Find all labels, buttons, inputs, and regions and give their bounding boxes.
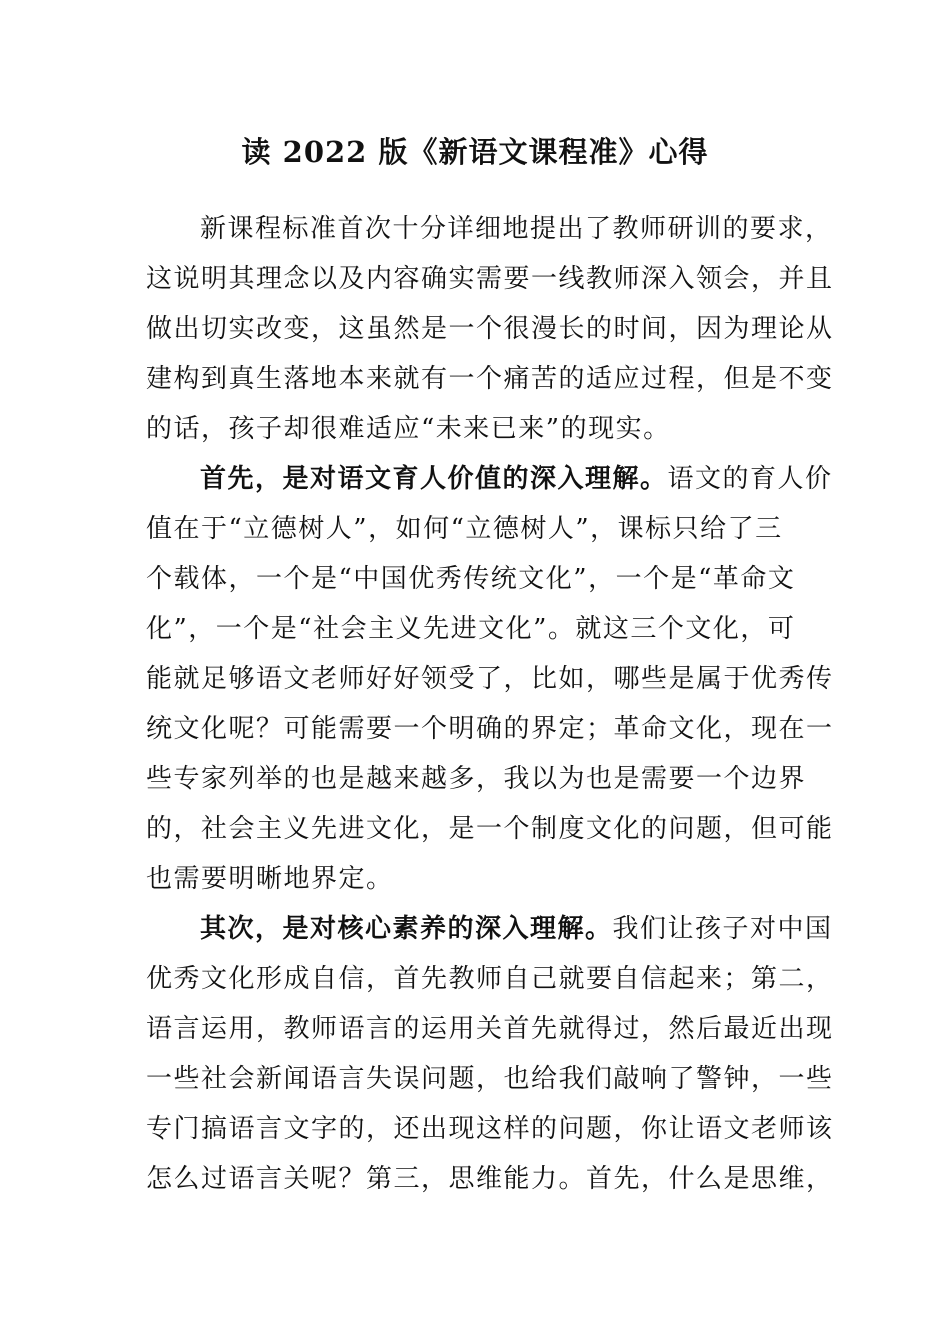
text-line (146, 854, 786, 904)
lead-phrase: 首先，是对语文育人价值的深入理解。 (200, 464, 668, 494)
text-line (146, 754, 807, 804)
paragraph-3 (146, 904, 834, 1204)
line-text: 的话，孩子却很难适应“未来已来”的现实。 (146, 414, 671, 444)
line-text: 做出切实改变，这虽然是一个很漫长的时间，因为理论从 (146, 314, 834, 344)
line-text: 语文的育人价 (667, 464, 833, 494)
line-text: 个载体，一个是“中国优秀传统文化”，一个是“革命文 (146, 564, 796, 594)
line-text: 的，社会主义先进文化，是一个制度文化的问题，但可能 (146, 814, 834, 844)
line-text: 怎么过语言关呢？第三，思维能力。首先，什么是思维， (146, 1164, 834, 1194)
line-text: 值在于“立德树人”，如何“立德树人”，课标只给了三 (146, 514, 783, 544)
text-line (146, 504, 786, 554)
text-line (146, 954, 834, 1004)
text-line (146, 654, 834, 704)
text-line (146, 254, 834, 304)
text-line (146, 1104, 834, 1154)
text-line (146, 804, 834, 854)
text-line (146, 1004, 834, 1054)
text-line (146, 304, 834, 354)
line-text: 些专家列举的也是越来越多，我以为也是需要一个边界 (146, 764, 807, 794)
line-text: 我们让孩子对中国 (612, 914, 833, 944)
paragraph-2 (146, 454, 834, 904)
text-line (146, 454, 833, 504)
text-line (146, 404, 786, 454)
document-body (146, 204, 834, 1204)
line-text: 一些社会新闻语言失误问题，也给我们敲响了警钟，一些 (146, 1064, 834, 1094)
document-title: 读 2022 版《新语文课程准》心得 (241, 135, 709, 169)
line-text: 语言运用，教师语言的运用关首先就得过，然后最近出现 (146, 1014, 834, 1044)
text-line (146, 904, 833, 954)
text-line (146, 204, 833, 254)
line-text: 专门搞语言文字的，还出现这样的问题，你让语文老师该 (146, 1114, 834, 1144)
line-text: 优秀文化形成自信，首先教师自己就要自信起来；第二， (146, 964, 834, 994)
text-line (146, 554, 796, 604)
line-text: 化”，一个是“社会主义先进文化”。就这三个文化，可 (146, 614, 796, 644)
text-line (146, 1054, 834, 1104)
line-text: 也需要明晰地界定。 (146, 864, 394, 894)
text-line (146, 704, 834, 754)
line-text: 这说明其理念以及内容确实需要一线教师深入领会，并且 (146, 264, 834, 294)
lead-phrase: 其次，是对核心素养的深入理解。 (200, 914, 613, 944)
text-line (146, 1154, 834, 1204)
text-line (146, 604, 796, 654)
line-text: 统文化呢？可能需要一个明确的界定；革命文化，现在一 (146, 714, 834, 744)
line-text: 能就足够语文老师好好领受了，比如，哪些是属于优秀传 (146, 664, 834, 694)
paragraph-1 (146, 204, 834, 454)
line-text: 新课程标准首次十分详细地提出了教师研训的要求， (200, 214, 833, 244)
line-text: 建构到真生落地本来就有一个痛苦的适应过程，但是不变 (146, 364, 834, 394)
text-line (146, 354, 834, 404)
